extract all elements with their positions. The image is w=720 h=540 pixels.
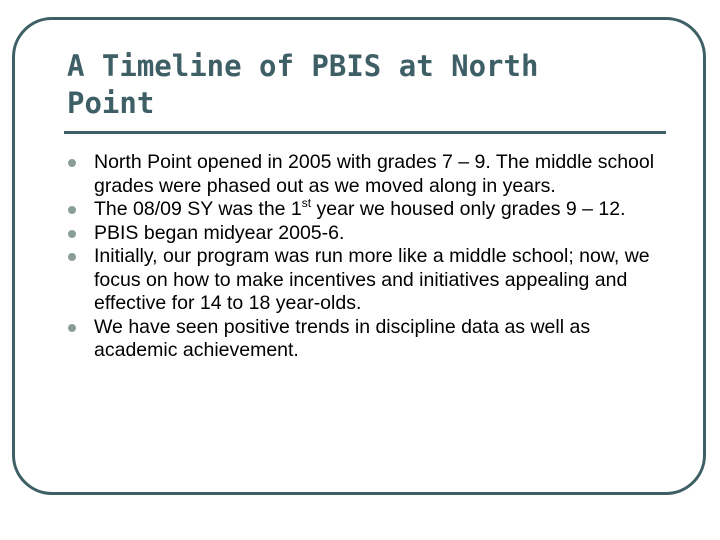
- bullet-text-start: The 08/09 SY was the 1: [94, 198, 302, 220]
- bullet-dot-icon: [68, 206, 76, 214]
- bullet-item-grades: [65, 195, 665, 222]
- bullet-dot-icon: [68, 324, 76, 332]
- bullet-item-opening: [65, 151, 665, 198]
- ordinal-superscript: st: [301, 195, 312, 210]
- bullet-item-program-focus: [65, 245, 665, 316]
- bullet-item-trends: [65, 316, 665, 363]
- bullet-text: Initially, our program was run more like a middle school; now, we focus on how to make incentives and initiatives appealing and effective for 14 to 18 year-olds.: [94, 245, 650, 314]
- bullet-dot-icon: [68, 159, 76, 167]
- bullet-dot-icon: [68, 253, 76, 261]
- title-divider: [64, 131, 666, 134]
- slide-title: A Timeline of PBIS at North Point: [67, 49, 539, 120]
- bullet-item-pbis-start: [65, 222, 665, 246]
- bullet-dot-icon: [68, 230, 76, 238]
- bullet-text: PBIS began midyear 2005-6.: [94, 221, 345, 244]
- bullet-list: [65, 151, 665, 363]
- bullet-text-end: year we housed only grades 9 – 12.: [311, 198, 626, 220]
- bullet-text: North Point opened in 2005 with grades 7 – 9. The middle school grades were phased out as we moved along in years.: [94, 151, 655, 197]
- bullet-text: We have seen positive trends in discipline data as well as academic achievement.: [94, 315, 591, 361]
